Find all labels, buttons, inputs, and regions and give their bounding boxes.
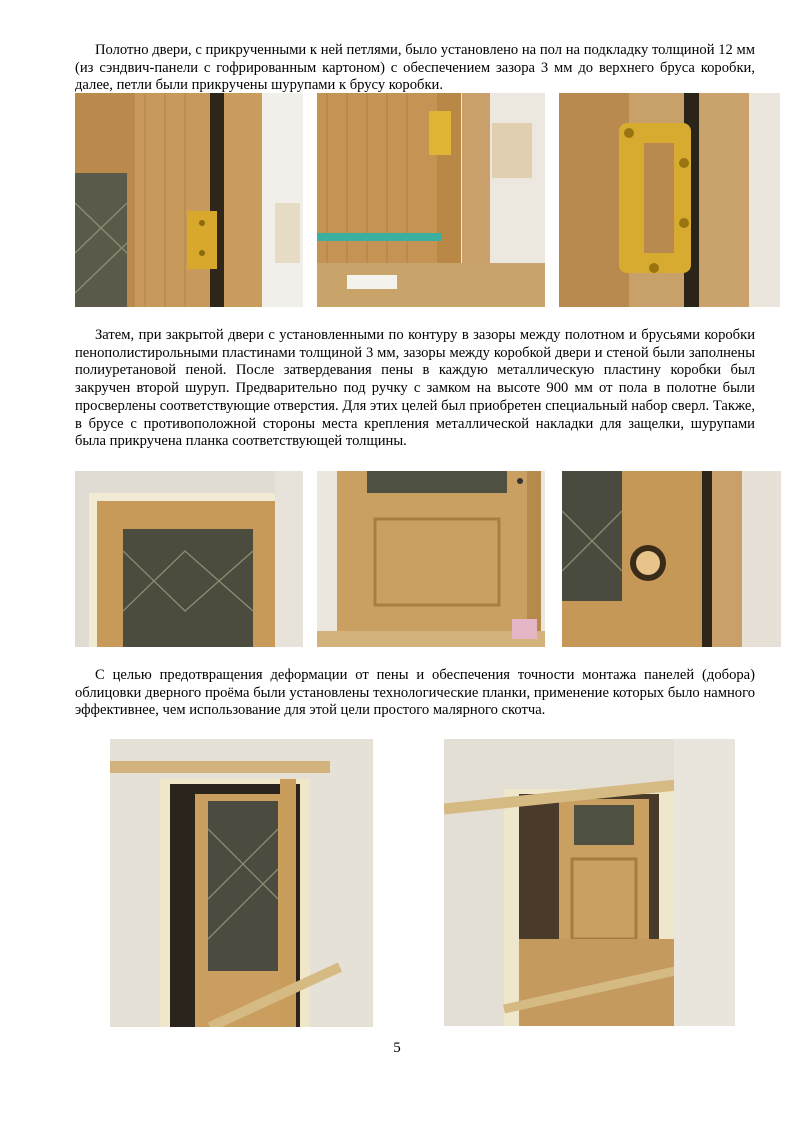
photo-door-hinge-on-frame xyxy=(75,93,303,307)
photo-door-foam-frame xyxy=(75,471,303,647)
photo-door-on-support-pad xyxy=(317,93,545,307)
photo-closed-door-panel xyxy=(317,471,545,647)
paragraph-2: Затем, при закрытой двери с установленными по контуру в зазоры между полотном и брусьями коробки пенополистирольными пластинами толщиной 3 мм, зазоры между коробкой двери и стеной были заполнены полиуретановой пеной. После затвердевания пены в каждую металлическую пластину коробки был закручен второй шуруп. Предварительно под ручку с замком на высоте 900 мм от пола в полотне были просверлены соответствующие отверстия. Для этих целей был приобретен специальный набор сверл. Также, в брусе с противоположной стороны места крепления металлической накладки для защелки, шурупами была прикручена планка соответствующей толщины. xyxy=(75,327,755,450)
paragraph-3: С целью предотвращения деформации от пены и обеспечения точности монтажа панелей (добора) облицовки дверного проёма были установлены технологические планки, применение которых было намного эффективнее, чем использование для этой цели простого малярного скотча. xyxy=(75,667,755,719)
photo-technological-strips-open-door-left xyxy=(110,739,373,1027)
photo-technological-strips-open-door-right xyxy=(444,739,735,1026)
photo-handle-hole-drilled xyxy=(562,471,781,647)
paragraph-1: Полотно двери, с прикрученными к ней петлями, было установлено на пол на подкладку толщиной 12 мм (из сэндвич-панели с гофрированным картоном) с обеспечением зазора 3 мм до верхнего бруса коробки, далее, петли были прикручены шурупами к брусу коробки. xyxy=(75,42,755,94)
photo-hinge-closeup xyxy=(559,93,780,307)
page-number: 5 xyxy=(393,1040,401,1056)
